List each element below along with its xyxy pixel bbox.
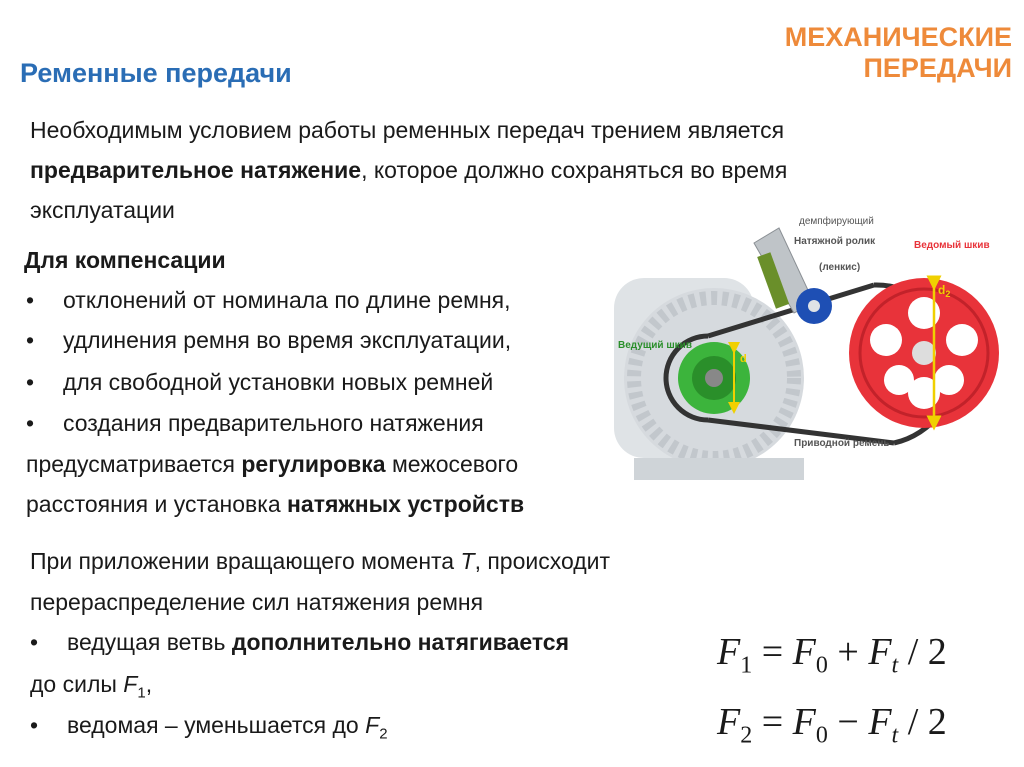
bullet: • — [26, 327, 35, 353]
formula-sub: 0 — [815, 722, 828, 749]
compensation-item — [26, 362, 493, 402]
label-belt: Приводной ремень — [794, 438, 890, 449]
intro-line-2 — [30, 150, 787, 190]
slide-title: Ременные передачи — [20, 58, 292, 88]
label-tensioner-3: (ленкис) — [819, 262, 861, 273]
compensation-item-text: отклонений от номинала по длине ремня, — [63, 287, 511, 313]
torque-symbol: T — [460, 548, 475, 574]
torque-text: , происходит — [474, 548, 611, 574]
compensation-item-text: удлинения ремня во время эксплуатации, — [63, 327, 512, 353]
formula-symbol: F — [868, 701, 892, 743]
label-driven: Ведомый шкив — [914, 240, 990, 251]
compensation-item-text: для свободной установки новых ремней — [63, 369, 494, 395]
label-tensioner-1: демпфирующий — [799, 216, 874, 227]
bullet: • — [26, 369, 35, 395]
force-symbol: F — [123, 671, 138, 697]
belt-drive-diagram — [604, 208, 1014, 508]
force-symbol: F — [365, 712, 380, 738]
bullet: • — [30, 712, 39, 738]
conclusion-emphasis: натяжных устройств — [287, 491, 525, 517]
formula-symbol: F — [868, 631, 892, 673]
label-driving: Ведущий шкив — [618, 340, 692, 351]
conclusion-text: межосевого — [385, 451, 519, 477]
conclusion-line-2 — [26, 484, 524, 524]
compensation-item — [26, 280, 511, 320]
bullet: • — [26, 287, 35, 313]
label-tensioner-2: Натяжной ролик — [794, 236, 876, 247]
torque-bullet-1 — [30, 622, 569, 662]
torque-text: до силы — [30, 671, 124, 697]
intro-line-3: эксплуатации — [30, 197, 175, 223]
formula-op: = — [752, 631, 793, 673]
torque-text: При приложении вращающего момента — [30, 548, 461, 574]
label-d2-sub: 2 — [945, 289, 951, 299]
formula-op: = — [752, 701, 793, 743]
formula-sub: t — [891, 722, 899, 749]
compensation-item — [26, 320, 511, 360]
torque-bullet-2 — [30, 705, 388, 755]
bullet: • — [30, 629, 39, 655]
conclusion-line-1 — [26, 444, 518, 484]
formula-sub: 0 — [815, 652, 828, 679]
formula-f2 — [717, 700, 947, 750]
intro-emphasis: предварительное натяжение — [30, 157, 362, 183]
torque-line-2: перераспределение сил натяжения ремня — [30, 589, 484, 615]
force-subscript: 2 — [379, 725, 388, 743]
label-d: d — [740, 353, 747, 365]
formula-op: / 2 — [898, 701, 947, 743]
conclusion-emphasis: регулировка — [241, 451, 386, 477]
conclusion-text: предусматривается — [26, 451, 242, 477]
formula-f1 — [717, 630, 947, 680]
torque-text: ведомая – уменьшается до — [67, 712, 366, 738]
formula-sub: 1 — [740, 652, 753, 679]
intro-line-2-rest: , которое должно сохраняться во время — [361, 157, 788, 183]
formula-symbol: F — [792, 701, 816, 743]
section-title: МЕХАНИЧЕСКИЕ ПЕРЕДАЧИ — [784, 22, 1012, 83]
formula-op: − — [827, 701, 869, 743]
compensation-heading: Для компенсации — [24, 247, 226, 273]
formula-op: / 2 — [898, 631, 947, 673]
label-d2-main: d — [938, 283, 946, 297]
formula-symbol: F — [792, 631, 816, 673]
torque-emphasis: дополнительно натягивается — [231, 629, 570, 655]
intro-line-1: Необходимым условием работы ременных передач трением является — [30, 117, 785, 143]
torque-line-1 — [30, 541, 610, 581]
formula-op: + — [827, 631, 869, 673]
torque-text: , — [145, 671, 153, 697]
compensation-item — [26, 403, 484, 443]
compensation-item-text: создания предварительного натяжения — [63, 410, 484, 436]
bullet: • — [26, 410, 35, 436]
formula-sub: t — [891, 652, 899, 679]
formula-sub: 2 — [740, 722, 753, 749]
formula-symbol: F — [717, 631, 741, 673]
torque-text: ведущая ветвь — [67, 629, 232, 655]
force-subscript: 1 — [137, 684, 146, 702]
driven-pulley — [849, 278, 999, 428]
formula-symbol: F — [717, 701, 741, 743]
conclusion-text: расстояния и установка — [26, 491, 288, 517]
